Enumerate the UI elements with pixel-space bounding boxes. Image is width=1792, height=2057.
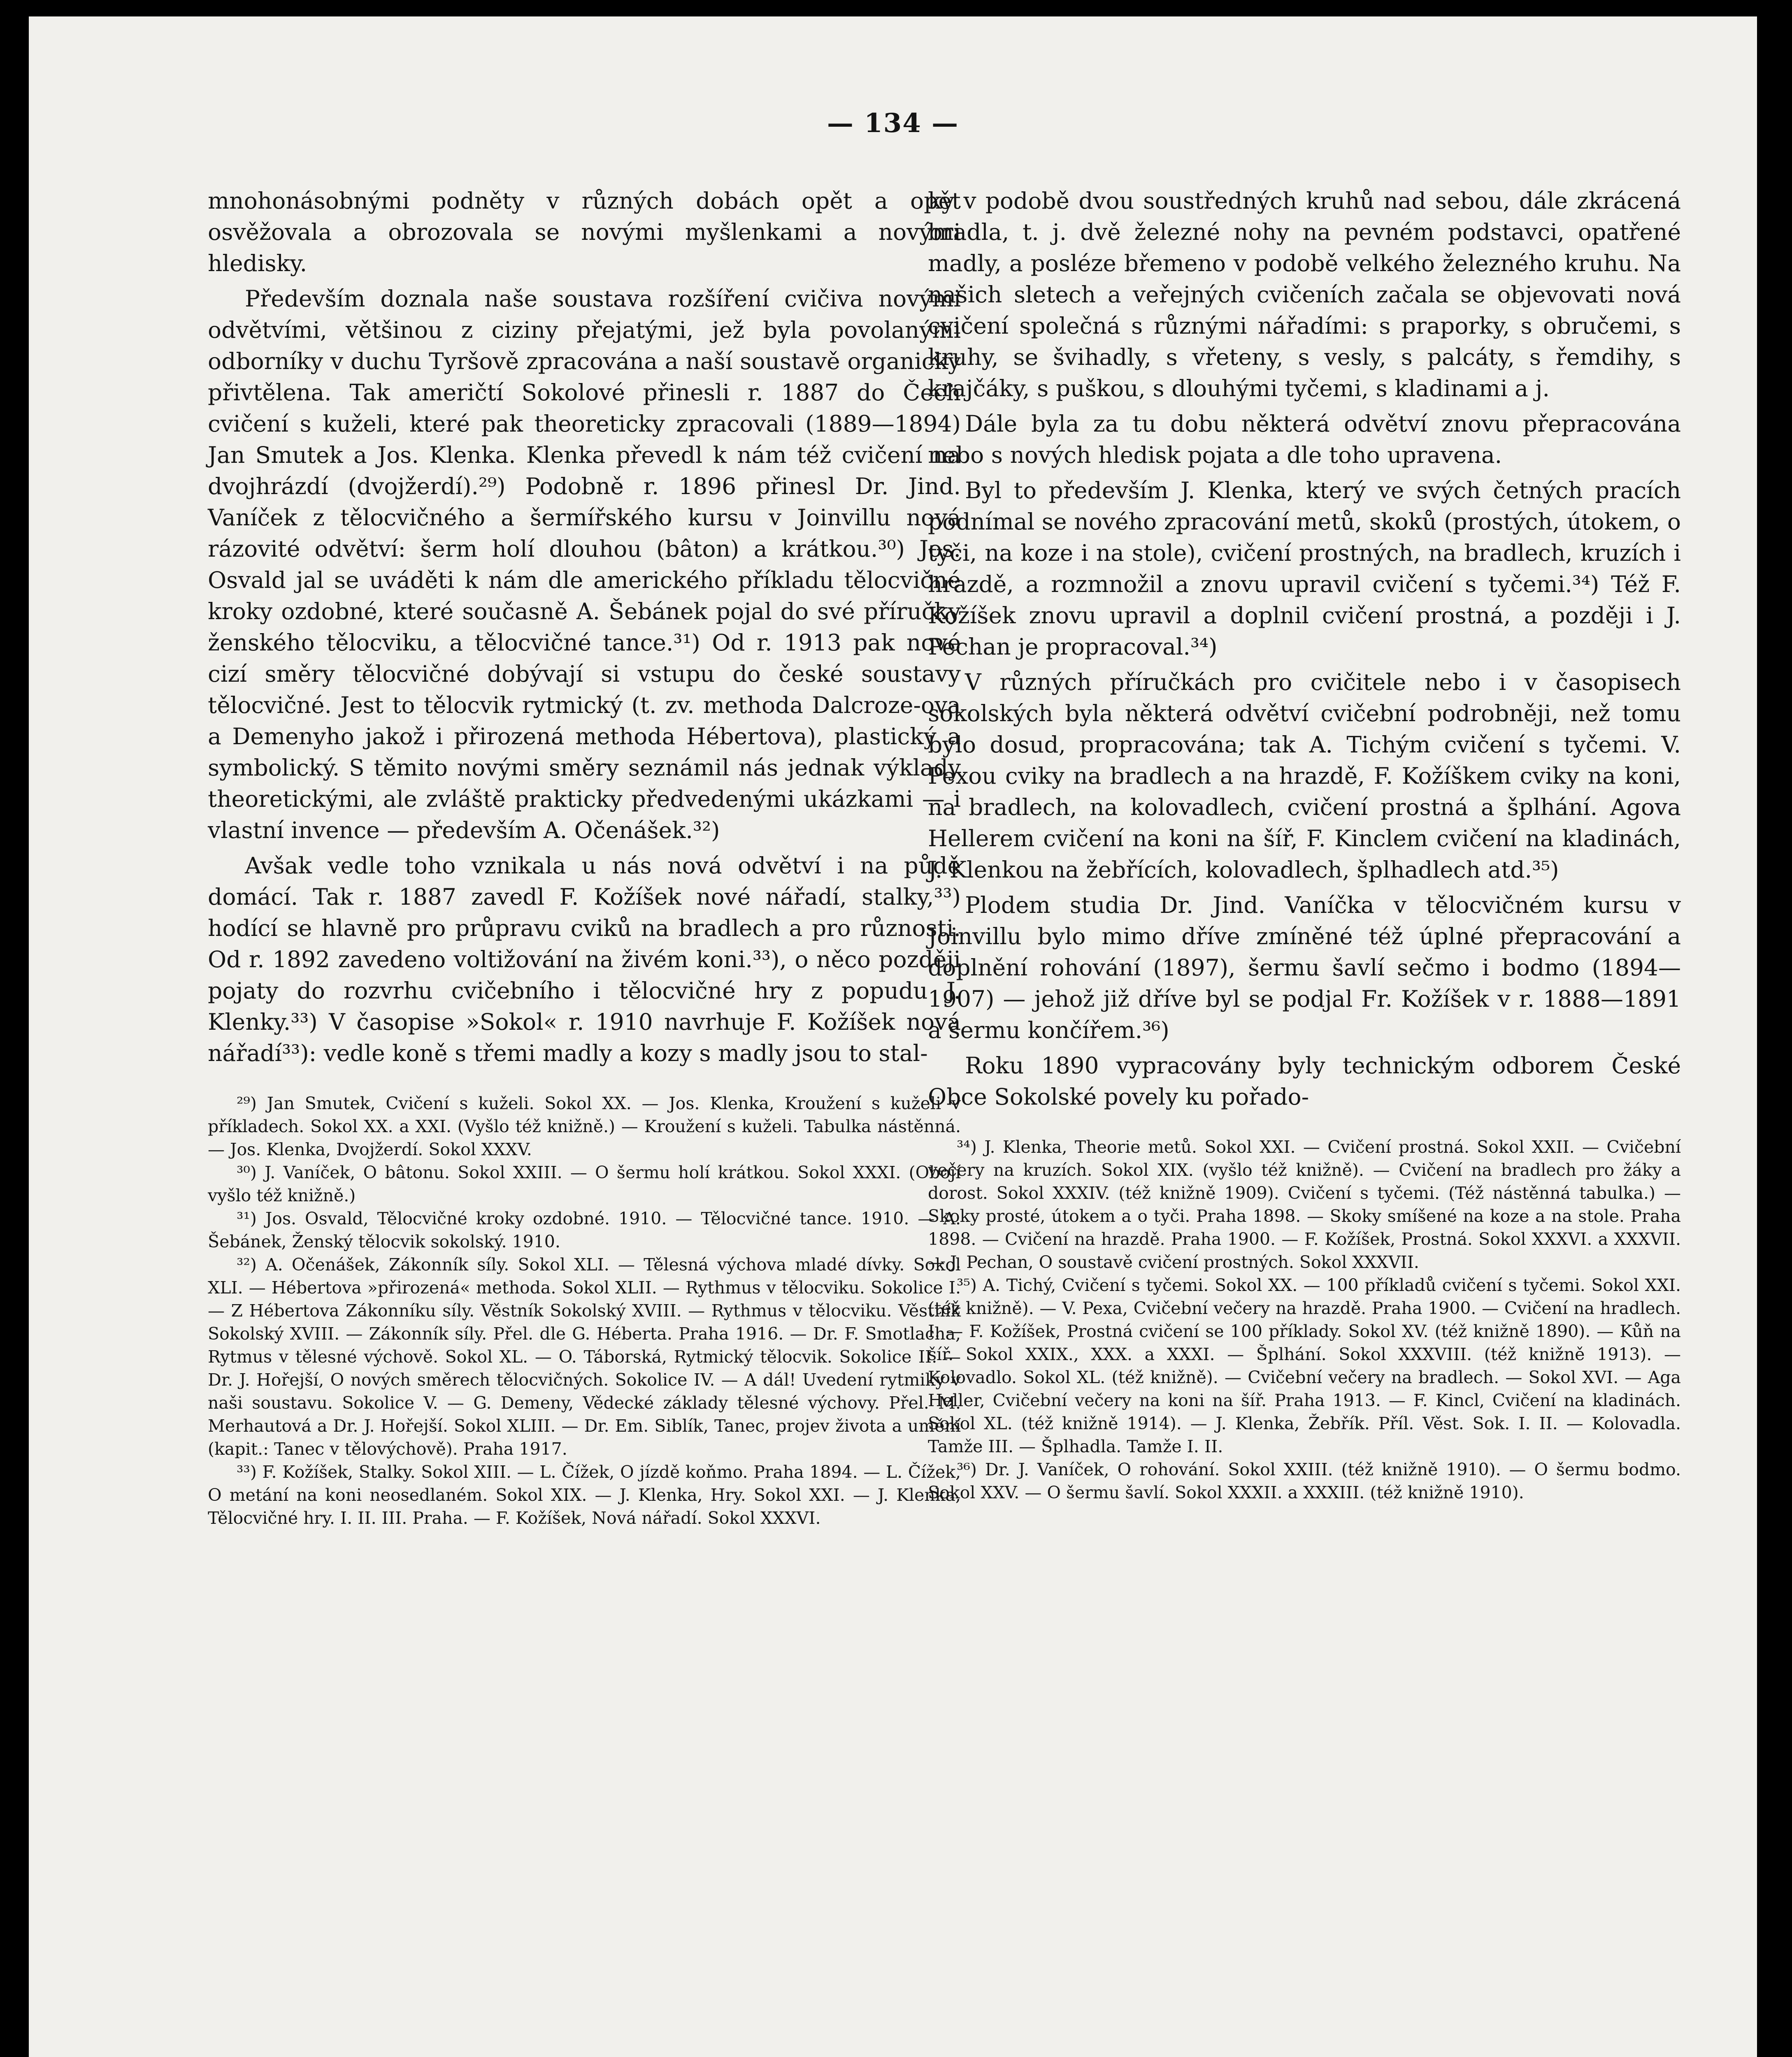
footnotes-left — [208, 1092, 961, 1530]
footnote: ³⁴) J. Klenka, Theorie metů. Sokol XXI. — Cvičení prostná. Sokol XXII. — Cvičební večery na kruzích. Sokol XIX. (vyšlo též knižně). — Cvičení na bradlech pro žáky a dorost. Sokol XXXIV. (též knižně 1909). Cvičení s tyčemi. (Též nástěnná tabulka.) — Skoky prosté, útokem a o tyči. Praha 1898. — Skoky smíšené na koze a na stole. Praha 1898. — Cvičení na hrazdě. Praha 1900. — F. Kožíšek, Prostná. Sokol XXXVI. a XXXVII. — J. Pechan, O soustavě cvičení prostných. Sokol XXXVII. — [928, 1137, 1681, 1272]
body-paragraph: Roku 1890 vypracovány byly technickým odborem České Obce Sokolské povely ku pořado- — [928, 1052, 1681, 1110]
body-paragraph: V různých příručkách pro cvičitele nebo i v časopisech sokolských byla některá odvětví cvičební podrobněji, než tomu bylo dosud, propracována; tak A. Tichým cvičení s tyčemi. V. Pexou cviky na bradlech a na hrazdě, F. Kožíškem cviky na koni, na bradlech, na kolovadlech, cvičení prostná a šplhání. Agova Hellerem cvičení na koni na šíř, F. Kinclem cvičení na kladinách, J. Klenkou na žebřících, kolovadlech, šplhadlech atd.³⁵) — [928, 669, 1681, 883]
footnote: ³²) A. Očenášek, Zákonník síly. Sokol XLI. — Tělesná výchova mladé dívky. Sokol XLI. — Hébertova »přirozená« methoda. Sokol XLII. — Rythmus v tělocviku. Sokolice I. — Z Hébertova Zákonníku síly. Věstník Sokolský XVIII. — Rythmus v tělocviku. Věstník Sokolský XVIII. — Zákonník síly. Přel. dle G. Héberta. Praha 1916. — Dr. F. Smotlacha, Rytmus v tělesné výchově. Sokol XL. — O. Táborská, Rytmický tělocvik. Sokolice II. — Dr. J. Hořejší, O nových směrech tělocvičných. Sokolice IV. — A dál! Uvedení rytmiky v naši soustavu. Sokolice V. — G. Demeny, Vědecké základy tělesné výchovy. Přel. M. Merhautová a Dr. J. Hořejší. Sokol XLIII. — Dr. Em. Siblík, Tanec, projev života a umění (kapit.: Tanec v tělovýchově). Praha 1917. — [208, 1255, 961, 1459]
body-paragraph: Dále byla za tu dobu některá odvětví znovu přepracována nebo s nových hledisk pojata a dle toho upravena. — [928, 411, 1681, 468]
left-column — [208, 185, 961, 1530]
footnotes-right — [928, 1135, 1681, 1504]
footnote: ³⁶) Dr. J. Vaníček, O rohování. Sokol XXIII. (též knižně 1910). — O šermu bodmo. Sokol XXV. — O šermu šavlí. Sokol XXXII. a XXXIII. (též knižně 1910). — [928, 1460, 1681, 1502]
right-column — [928, 185, 1681, 1504]
footnote: ³⁵) A. Tichý, Cvičení s tyčemi. Sokol XX. — 100 příkladů cvičení s tyčemi. Sokol XXI. (též knižně). — V. Pexa, Cvičební večery na hrazdě. Praha 1900. — Cvičení na hradlech. I. — F. Kožíšek, Prostná cvičení se 100 příklady. Sokol XV. (též knižně 1890). — Kůň na šíř. Sokol XXIX., XXX. a XXXI. — Šplhání. Sokol XXXVIII. (též knižně 1913). — Kolovadlo. Sokol XL. (též knižně). — Cvičební večery na bradlech. — Sokol XVI. — Aga Heller, Cvičební večery na koni na šíř. Praha 1913. — F. Kincl, Cvičení na kladinách. Sokol XL. (též knižně 1914). — J. Klenka, Žebřík. Příl. Věst. Sok. I. II. — Kolovadla. Tamže III. — Šplhadla. Tamže I. II. — [928, 1275, 1681, 1456]
footnote: ³³) F. Kožíšek, Stalky. Sokol XIII. — L. Čížek, O jízdě koňmo. Praha 1894. — L. Čížek, O metání na koni neosedlaném. Sokol XIX. — J. Klenka, Hry. Sokol XXI. — J. Klenka, Tělocvičné hry. I. II. III. Praha. — F. Kožíšek, Nová nářadí. Sokol XXXVI. — [208, 1462, 961, 1528]
body-paragraph: Plodem studia Dr. Jind. Vaníčka v tělocvičném kursu v Joinvillu bylo mimo dříve zmíněné též úplné přepracování a doplnění rohování (1897), šermu šavlí sečmo i bodmo (1894—1907) — jehož již dříve byl se podjal Fr. Kožíšek v r. 1888—1891 a šermu končířem.³⁶) — [928, 892, 1681, 1043]
footnote: ²⁹) Jan Smutek, Cvičení s kuželi. Sokol XX. — Jos. Klenka, Kroužení s kuželi v příkladech. Sokol XX. a XXI. (Vyšlo též knižně.) — Kroužení s kuželi. Tabulka nástěnná. — Jos. Klenka, Dvojžerdí. Sokol XXXV. — [208, 1094, 961, 1159]
scanned-page — [29, 16, 1757, 2057]
body-paragraph: Byl to především J. Klenka, který ve svých četných pracích podnímal se nového zpracování metů, skoků (prostých, útokem, o tyči, na koze i na stole), cvičení prostných, na bradlech, kruzích i hrazdě, a rozmnožil a znovu upravil cvičení s tyčemi.³⁴) Též F. Kožíšek znovu upravil a doplnil cvičení prostná, a později i J. Pechan je propracoval.³⁴) — [928, 477, 1681, 660]
footnote: ³⁰) J. Vaníček, O bâtonu. Sokol XXIII. — O šermu holí krátkou. Sokol XXXI. (Obojí vyšlo též knižně.) — [208, 1163, 961, 1205]
body-paragraph: ky v podobě dvou soustředných kruhů nad sebou, dále zkrácená bradla, t. j. dvě železné nohy na pevném podstavci, opatřené madly, a posléze břemeno v podobě velkého železného kruhu. Na našich sletech a veřejných cvičeních začala se objevovati nová cvičení společná s různými nářadími: s praporky, s obručemi, s kruhy, se švihadly, s vřeteny, s vesly, s palcáty, s řemdihy, s krajčáky, s puškou, s dlouhými tyčemi, s kladinami a j. — [928, 188, 1681, 402]
page-number: — 134 — — [827, 108, 959, 139]
body-paragraph: mnohonásobnými podněty v různých dobách opět a opět osvěžovala a obrozovala se novými myšlenkami a novými hledisky. — [208, 188, 961, 276]
body-paragraph: Především doznala naše soustava rozšíření cvičiva novými odvětvími, většinou z ciziny přejatými, jež byla povolanými odborníky v duchu Tyršově zpracována a naší soustavě organicky přivtělena. Tak američtí Sokolové přinesli r. 1887 do Čech cvičení s kuželi, které pak theoreticky zpracovali (1889—1894) Jan Smutek a Jos. Klenka. Klenka převedl k nám též cvičení na dvojhrázdí (dvojžerdí).²⁹) Podobně r. 1896 přinesl Dr. Jind. Vaníček z tělocvičného a šermířského kursu v Joinvillu nová rázovité odvětví: šerm holí dlouhou (bâton) a krátkou.³⁰) Jos. Osvald jal se uváděti k nám dle amerického příkladu tělocvičné kroky ozdobné, které současně A. Šebánek pojal do své příručky ženského tělocviku, a tělocvičné tance.³¹) Od r. 1913 pak nové cizí směry tělocvičné dobývají si vstupu do české soustavy tělocvičné. Jest to tělocvik rytmický (t. zv. methoda Dalcroze-ova a Demenyho jakož i přirozená methoda Hébertova), plastický a symbolický. S těmito novými směry seznámil nás jednak výklady theoretickými, ale zvláště prakticky předvedenými ukázkami — i vlastní invence — především A. Očenášek.³²) — [208, 286, 961, 843]
footnote: ³¹) Jos. Osvald, Tělocvičné kroky ozdobné. 1910. — Tělocvičné tance. 1910. — A. Šebánek, Ženský tělocvik sokolský. 1910. — [208, 1209, 961, 1251]
body-paragraph: Avšak vedle toho vznikala u nás nová odvětví i na půdě domácí. Tak r. 1887 zavedl F. Kožíšek nové nářadí, stalky,³³) hodící se hlavně pro průpravu cviků na bradlech a pro různosti. Od r. 1892 zavedeno voltižování na živém koni.³³), o něco později pojaty do rozvrhu cvičebního i tělocvičné hry z popudu J. Klenky.³³) V časopise »Sokol« r. 1910 navrhuje F. Kožíšek nová nářadí³³): vedle koně s třemi madly a kozy s madly jsou to stal- — [208, 852, 961, 1066]
